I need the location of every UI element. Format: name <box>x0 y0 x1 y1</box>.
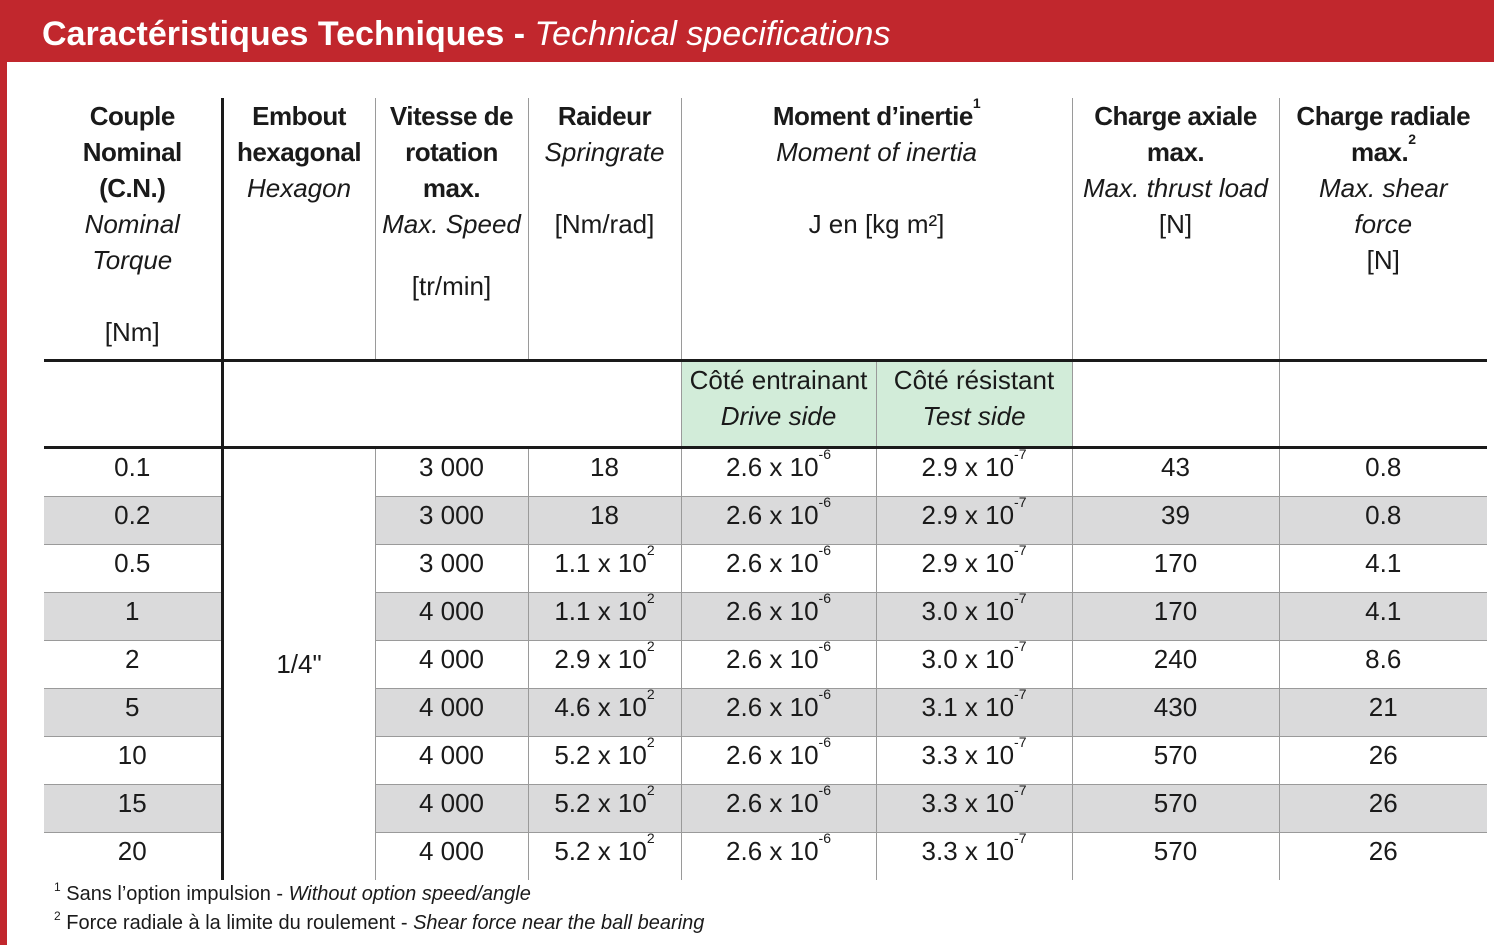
title-french: Caractéristiques Techniques <box>42 15 505 53</box>
cell-torque: 1 <box>44 592 222 640</box>
cell-inertia-drive: 2.6 x $10^{-6}$ <box>681 784 876 832</box>
cell-speed: 4 000 <box>375 784 528 832</box>
table-row <box>44 447 1487 496</box>
cell-springrate: 1.1 x $10^2$ <box>528 544 681 592</box>
cell-springrate: 5.2 x $10^2$ <box>528 736 681 784</box>
cell-springrate: 5.2 x $10^2$ <box>528 832 681 880</box>
cell-torque: 10 <box>44 736 222 784</box>
title-banner <box>0 0 1494 62</box>
cell-inertia-test: 3.3 x $10^{-7}$ <box>876 832 1072 880</box>
unit-kg-m2: J en [kg m²] <box>808 209 945 239</box>
cell-thrust-load: 170 <box>1072 592 1279 640</box>
cell-shear-force: 8.6 <box>1279 640 1487 688</box>
cell-inertia-test: 3.0 x $10^{-7}$ <box>876 592 1072 640</box>
cell-inertia-test: 3.0 x $10^{-7}$ <box>876 640 1072 688</box>
cell-springrate: 2.9 x $10^2$ <box>528 640 681 688</box>
cell-inertia-test: 3.3 x $10^{-7}$ <box>876 784 1072 832</box>
header-moment-of-inertia: Moment d’inertie$^1$ Moment of inertia J en [kg m²] <box>681 98 1072 360</box>
cell-inertia-drive: 2.6 x $10^{-6}$ <box>681 447 876 496</box>
cell-shear-force: 26 <box>1279 736 1487 784</box>
cell-springrate: 1.1 x $10^2$ <box>528 592 681 640</box>
cell-speed: 3 000 <box>375 544 528 592</box>
cell-thrust-load: 570 <box>1072 832 1279 880</box>
header-hexagon: Embout hexagonal Hexagon <box>222 98 375 360</box>
cell-torque: 20 <box>44 832 222 880</box>
unit-n: [N] <box>1366 245 1400 275</box>
cell-torque: 0.1 <box>44 447 222 496</box>
header-max-thrust-load: Charge axiale max. Max. thrust load [N] <box>1072 98 1279 360</box>
cell-torque: 2 <box>44 640 222 688</box>
cell-inertia-drive: 2.6 x $10^{-6}$ <box>681 832 876 880</box>
cell-thrust-load: 43 <box>1072 447 1279 496</box>
cell-shear-force: 26 <box>1279 784 1487 832</box>
cell-hexagon: 1/4" <box>222 447 375 880</box>
header-nominal-torque: Couple Nominal (C.N.) Nominal Torque [Nm] <box>44 98 222 360</box>
cell-thrust-load: 430 <box>1072 688 1279 736</box>
cell-springrate: 4.6 x $10^2$ <box>528 688 681 736</box>
unit-n: [N] <box>1158 209 1193 239</box>
specifications-table <box>44 95 1487 880</box>
cell-shear-force: 4.1 <box>1279 592 1487 640</box>
cell-inertia-drive: 2.6 x $10^{-6}$ <box>681 496 876 544</box>
title-english: Technical specifications <box>534 15 891 53</box>
left-accent-bar <box>0 0 7 945</box>
subheader-row <box>44 360 1487 447</box>
cell-springrate: 5.2 x $10^2$ <box>528 784 681 832</box>
cell-inertia-drive: 2.6 x $10^{-6}$ <box>681 592 876 640</box>
unit-nm-rad: [Nm/rad] <box>554 209 655 239</box>
cell-thrust-load: 170 <box>1072 544 1279 592</box>
cell-shear-force: 0.8 <box>1279 496 1487 544</box>
table-body <box>44 447 1487 880</box>
cell-inertia-test: 2.9 x $10^{-7}$ <box>876 496 1072 544</box>
cell-torque: 5 <box>44 688 222 736</box>
cell-inertia-drive: 2.6 x $10^{-6}$ <box>681 544 876 592</box>
header-springrate: Raideur Springrate [Nm/rad] <box>528 98 681 360</box>
cell-speed: 3 000 <box>375 496 528 544</box>
cell-torque: 0.5 <box>44 544 222 592</box>
cell-speed: 4 000 <box>375 832 528 880</box>
cell-shear-force: 21 <box>1279 688 1487 736</box>
cell-thrust-load: 570 <box>1072 784 1279 832</box>
header-max-speed: Vitesse de rotation max. Max. Speed [tr/min] <box>375 98 528 360</box>
title-separator: - <box>504 15 535 53</box>
cell-inertia-drive: 2.6 x $10^{-6}$ <box>681 640 876 688</box>
cell-speed: 4 000 <box>375 688 528 736</box>
subheader-drive-side: Côté entrainant Drive side <box>681 360 876 447</box>
cell-springrate: 18 <box>528 447 681 496</box>
footnote-2: $^2$ Force radiale à la limite du roulement - Shear force near the ball bearing <box>54 909 705 934</box>
header-row <box>44 98 1487 360</box>
cell-torque: 0.2 <box>44 496 222 544</box>
header-max-shear-force: Charge radiale max.$^2$ Max. shear force [N] <box>1279 98 1487 360</box>
cell-shear-force: 26 <box>1368 835 1398 866</box>
cell-speed: 4 000 <box>375 640 528 688</box>
cell-thrust-load: 39 <box>1072 496 1279 544</box>
cell-inertia-test: 2.9 x $10^{-7}$ <box>876 544 1072 592</box>
cell-shear-force: 0.8 <box>1279 447 1487 496</box>
footnote-1: $^1$ Sans l’option impulsion - Without option speed/angle <box>54 880 531 905</box>
cell-inertia-drive: 2.6 x $10^{-6}$ <box>681 688 876 736</box>
cell-speed: 4 000 <box>375 736 528 784</box>
unit-tr-min: [tr/min] <box>411 271 492 301</box>
unit-nm: [Nm] <box>104 317 160 347</box>
cell-inertia-test: 2.9 x $10^{-7}$ <box>876 447 1072 496</box>
page-title <box>42 12 890 56</box>
footnotes <box>54 880 704 938</box>
cell-speed: 4 000 <box>375 592 528 640</box>
cell-springrate: 18 <box>528 496 681 544</box>
cell-thrust-load: 570 <box>1072 736 1279 784</box>
cell-torque: 15 <box>44 784 222 832</box>
cell-inertia-test: 3.1 x $10^{-7}$ <box>876 688 1072 736</box>
cell-inertia-test: 3.3 x $10^{-7}$ <box>876 736 1072 784</box>
cell-shear-force: 4.1 <box>1279 544 1487 592</box>
subheader-test-side: Côté résistant Test side <box>876 360 1072 447</box>
cell-thrust-load: 240 <box>1072 640 1279 688</box>
cell-speed: 3 000 <box>375 447 528 496</box>
cell-inertia-drive: 2.6 x $10^{-6}$ <box>681 736 876 784</box>
